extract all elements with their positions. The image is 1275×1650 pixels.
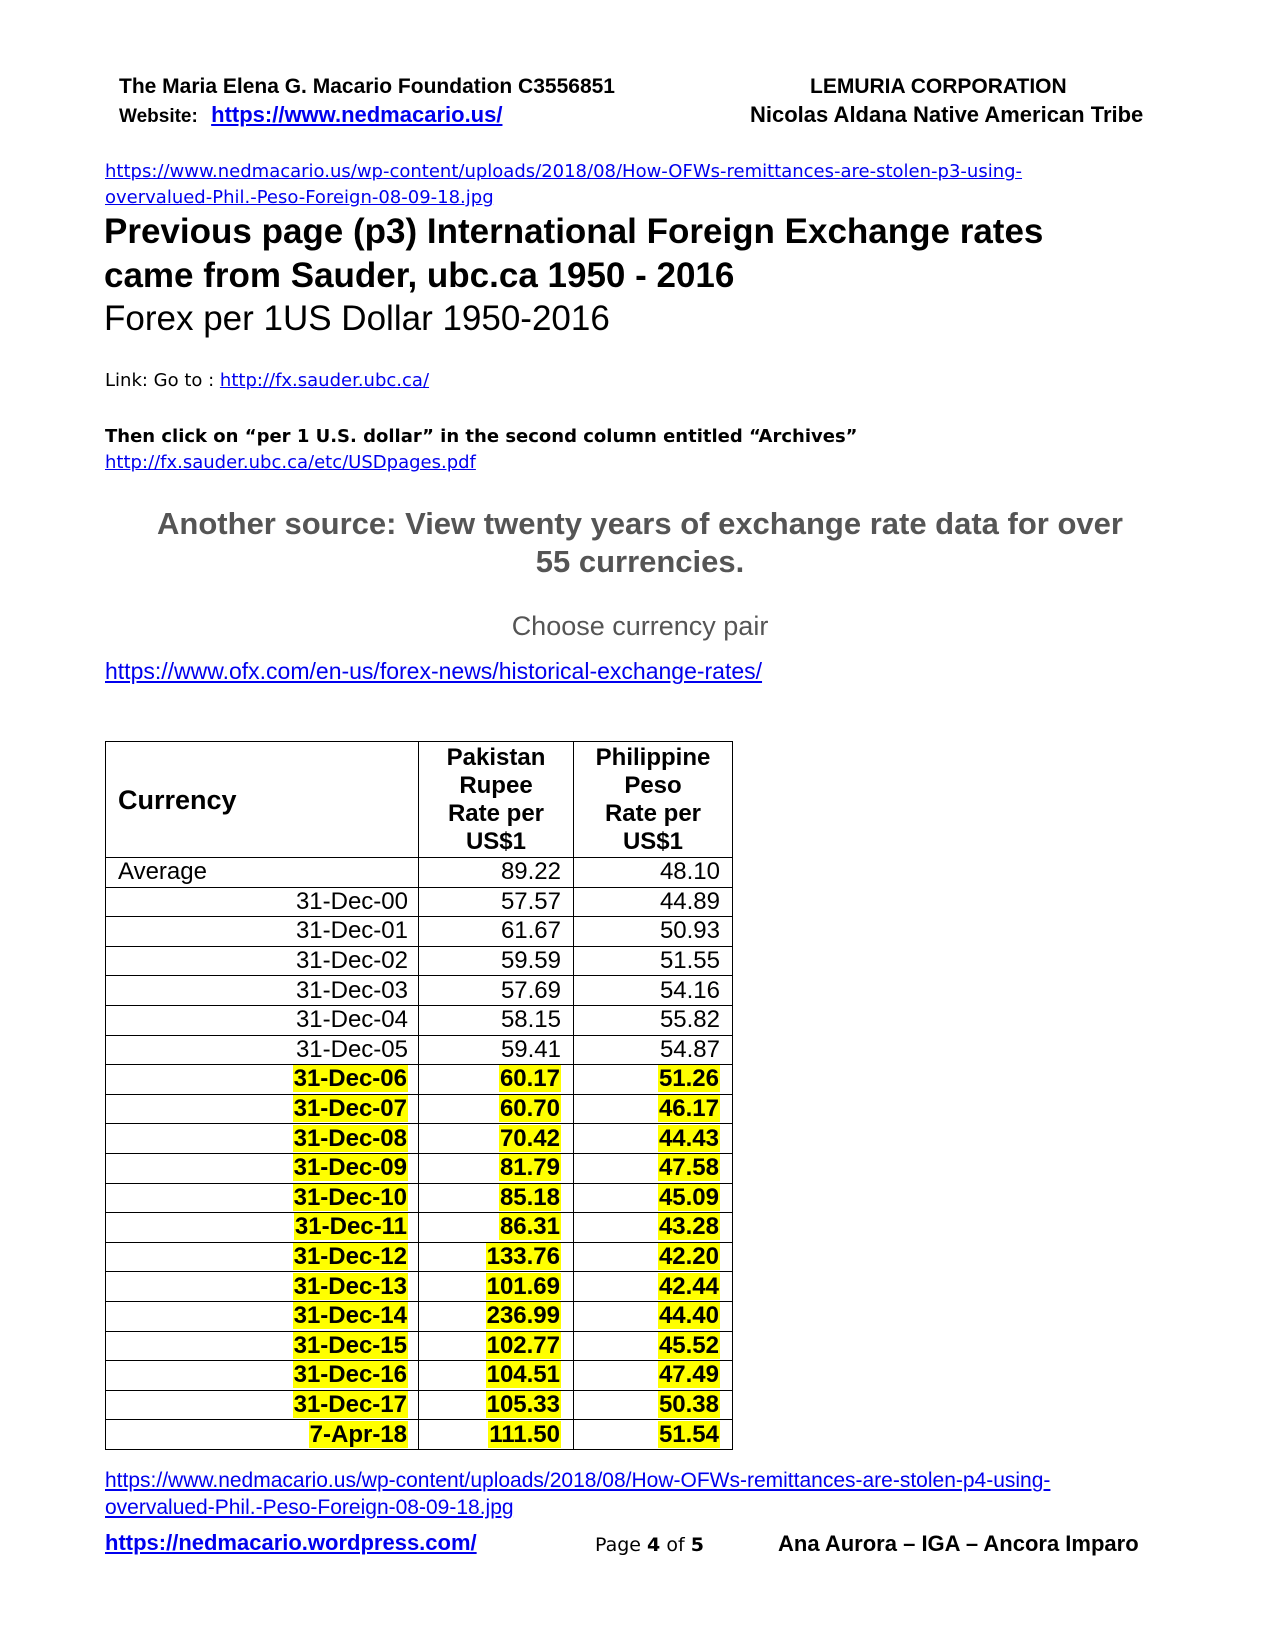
- ofx-link-row: [105, 658, 762, 685]
- bottom-link-line2[interactable]: overvalued-Phil.-Peso-Foreign-08-09-18.jpg: [105, 1496, 514, 1519]
- link-row: [105, 370, 429, 391]
- table-row: [106, 1035, 733, 1065]
- date-cell-text: 31-Dec-17: [293, 1390, 407, 1418]
- ph-rate-cell: [574, 1005, 733, 1035]
- top-link-line1[interactable]: https://www.nedmacario.us/wp-content/uploads/2018/08/How-OFWs-remittances-are-stolen-p3-using-: [105, 161, 1023, 182]
- top-link-line2[interactable]: overvalued-Phil.-Peso-Foreign-08-09-18.jpg: [105, 187, 494, 208]
- header-website-link[interactable]: https://www.nedmacario.us/: [211, 102, 503, 127]
- ph-rate-cell-text: 42.44: [658, 1272, 719, 1300]
- pk-rate-cell: [419, 1065, 574, 1095]
- ph-rate-cell-text: 50.38: [658, 1390, 719, 1418]
- ph-rate-cell-text: 44.40: [658, 1302, 719, 1330]
- ph-rate-cell-text: 44.43: [658, 1124, 719, 1152]
- page-subtitle: Forex per 1US Dollar 1950-2016: [104, 299, 610, 338]
- date-cell: [106, 1272, 419, 1302]
- ph-h2: Peso: [624, 771, 682, 799]
- table-row: [106, 1331, 733, 1361]
- pk-rate-cell-text: 236.99: [486, 1302, 560, 1330]
- table-row: [106, 1301, 733, 1331]
- ph-rate-cell-text: 54.16: [659, 976, 720, 1004]
- ph-rate-cell-text: 42.20: [658, 1243, 719, 1271]
- col-header-pakistan: [419, 742, 574, 858]
- table-row: [106, 1242, 733, 1272]
- col-header-currency: Currency: [106, 742, 419, 858]
- ph-rate-cell-text: 51.55: [659, 947, 720, 975]
- page-title-line2: came from Sauder, ubc.ca 1950 - 2016: [104, 256, 735, 295]
- date-cell: [106, 917, 419, 947]
- pk-rate-cell: [419, 1124, 574, 1154]
- date-cell-text: 31-Dec-11: [294, 1213, 407, 1241]
- pk-rate-cell-text: 60.17: [499, 1065, 560, 1093]
- pk-rate-cell-text: 111.50: [489, 1420, 560, 1448]
- date-cell-text: 31-Dec-01: [295, 917, 408, 945]
- another-source-line1: Another source: View twenty years of exchange rate data for over: [157, 506, 1123, 541]
- pk-rate-cell: [419, 1420, 574, 1450]
- date-cell-text: 31-Dec-05: [295, 1035, 408, 1063]
- ph-rate-cell: [574, 1301, 733, 1331]
- pk-rate-cell: [419, 1094, 574, 1124]
- pk-rate-cell: [419, 976, 574, 1006]
- date-cell-text: 31-Dec-15: [293, 1331, 407, 1359]
- ph-rate-cell-text: 55.82: [659, 1006, 720, 1034]
- table-row: [106, 976, 733, 1006]
- date-cell: [106, 1242, 419, 1272]
- pk-rate-cell-text: 104.51: [486, 1361, 560, 1389]
- ph-rate-cell-text: 51.26: [658, 1065, 719, 1093]
- table-row: [106, 1153, 733, 1183]
- pk-rate-cell: [419, 887, 574, 917]
- pk-rate-cell: [419, 1242, 574, 1272]
- pk-rate-cell-text: 58.15: [500, 1006, 561, 1034]
- pk-rate-cell-text: 102.77: [486, 1331, 560, 1359]
- header-tribe: Nicolas Aldana Native American Tribe: [750, 102, 1144, 127]
- page-current: 4: [647, 1534, 661, 1556]
- ph-rate-cell: [574, 1213, 733, 1243]
- ph-rate-cell-text: 47.49: [658, 1361, 719, 1389]
- link-label: Link: Go to :: [105, 370, 215, 391]
- pk-rate-cell-text: 81.79: [499, 1154, 560, 1182]
- ph-rate-cell: [574, 1035, 733, 1065]
- table-row: [106, 1272, 733, 1302]
- average-ph: 48.10: [574, 858, 733, 888]
- choose-currency-pair: Choose currency pair: [511, 611, 769, 641]
- date-cell: [106, 976, 419, 1006]
- ph-rate-cell: [574, 1390, 733, 1420]
- pk-rate-cell-text: 101.69: [486, 1272, 560, 1300]
- date-cell: [106, 1065, 419, 1095]
- date-cell-text: 31-Dec-12: [293, 1243, 407, 1271]
- date-cell: [106, 1420, 419, 1450]
- date-cell-text: 31-Dec-09: [293, 1154, 407, 1182]
- pk-rate-cell-text: 86.31: [499, 1213, 560, 1241]
- page-prefix: Page: [595, 1534, 648, 1556]
- ofx-link[interactable]: https://www.ofx.com/en-us/forex-news/historical-exchange-rates/: [105, 658, 763, 684]
- date-cell-text: 31-Dec-07: [293, 1095, 407, 1123]
- ph-rate-cell: [574, 1272, 733, 1302]
- pk-rate-cell-text: 105.33: [486, 1390, 560, 1418]
- instruction-text: Then click on “per 1 U.S. dollar” in the second column entitled “Archives”: [105, 426, 858, 447]
- ph-rate-cell-text: 45.52: [658, 1331, 719, 1359]
- average-pk: 89.22: [419, 858, 574, 888]
- table-row: [106, 1361, 733, 1391]
- table-row: [106, 1390, 733, 1420]
- date-cell-text: 31-Dec-04: [295, 1006, 408, 1034]
- another-source-line2: 55 currencies.: [535, 544, 745, 579]
- ph-rate-cell-text: 43.28: [658, 1213, 719, 1241]
- ph-rate-cell: [574, 1183, 733, 1213]
- header-corporation: LEMURIA CORPORATION: [810, 75, 1067, 98]
- table-row: [106, 1124, 733, 1154]
- ph-rate-cell: [574, 1124, 733, 1154]
- ph-rate-cell-text: 54.87: [659, 1035, 720, 1063]
- table-row: [106, 1005, 733, 1035]
- usdpages-link[interactable]: http://fx.sauder.ubc.ca/etc/USDpages.pdf: [105, 452, 476, 473]
- table-row-average: [106, 858, 733, 888]
- date-cell-text: 31-Dec-03: [295, 976, 408, 1004]
- ph-rate-cell: [574, 1420, 733, 1450]
- date-cell-text: 31-Dec-08: [293, 1124, 407, 1152]
- pk-rate-cell: [419, 917, 574, 947]
- date-cell-text: 31-Dec-02: [295, 947, 408, 975]
- ph-rate-cell: [574, 1331, 733, 1361]
- date-cell-text: 31-Dec-06: [293, 1065, 407, 1093]
- date-cell: [106, 1183, 419, 1213]
- pk-h2: Rupee: [459, 771, 533, 799]
- pk-rate-cell: [419, 1272, 574, 1302]
- pk-rate-cell: [419, 1390, 574, 1420]
- pk-rate-cell: [419, 946, 574, 976]
- date-cell-text: 31-Dec-16: [293, 1361, 407, 1389]
- page-of: of: [660, 1534, 691, 1556]
- date-cell: [106, 1390, 419, 1420]
- table-row: [106, 1213, 733, 1243]
- table-row: [106, 1065, 733, 1095]
- ph-rate-cell: [574, 1094, 733, 1124]
- pk-rate-cell-text: 133.76: [486, 1243, 560, 1271]
- pk-rate-cell: [419, 1035, 574, 1065]
- instruction-link-row: [105, 452, 476, 473]
- date-cell: [106, 1213, 419, 1243]
- sauder-link[interactable]: http://fx.sauder.ubc.ca/: [219, 370, 430, 391]
- top-link-block: [105, 159, 1022, 211]
- pk-rate-cell: [419, 1005, 574, 1035]
- bottom-link-block: [105, 1468, 1050, 1522]
- ph-rate-cell: [574, 1153, 733, 1183]
- page-number: [595, 1534, 704, 1556]
- pk-rate-cell-text: 59.41: [500, 1035, 561, 1063]
- footer-left: [105, 1530, 477, 1556]
- date-cell: [106, 946, 419, 976]
- date-cell: [106, 1005, 419, 1035]
- pk-rate-cell-text: 61.67: [500, 917, 561, 945]
- date-cell-text: 31-Dec-14: [293, 1302, 407, 1330]
- pk-rate-cell: [419, 1183, 574, 1213]
- date-cell-text: 31-Dec-13: [293, 1272, 407, 1300]
- bottom-link-line1[interactable]: https://www.nedmacario.us/wp-content/uploads/2018/08/How-OFWs-remittances-are-stolen-p4-using-: [105, 1469, 1051, 1492]
- date-cell-text: 31-Dec-00: [295, 887, 408, 915]
- footer-right-text: Ana Aurora – IGA – Ancora Imparo: [778, 1531, 1139, 1556]
- date-cell: [106, 1124, 419, 1154]
- table-row: [106, 1183, 733, 1213]
- page-total: 5: [690, 1534, 704, 1556]
- date-cell: [106, 1331, 419, 1361]
- ph-h3: Rate per: [604, 799, 702, 827]
- ph-rate-cell: [574, 1361, 733, 1391]
- page-title-line1: Previous page (p3) International Foreign Exchange rates: [104, 212, 1044, 251]
- footer-wordpress-link[interactable]: https://nedmacario.wordpress.com/: [105, 1530, 477, 1555]
- table-row: [106, 946, 733, 976]
- table-row: [106, 887, 733, 917]
- average-label: Average: [106, 858, 419, 888]
- table-row: [106, 1420, 733, 1450]
- pk-rate-cell-text: 85.18: [499, 1183, 560, 1211]
- ph-rate-cell: [574, 887, 733, 917]
- pk-h3: Rate per: [447, 799, 545, 827]
- header-website-label: Website:: [119, 106, 198, 127]
- pk-rate-cell-text: 57.69: [500, 976, 561, 1004]
- ph-rate-cell: [574, 1242, 733, 1272]
- header-website-row: [119, 101, 502, 130]
- pk-rate-cell-text: 59.59: [500, 947, 561, 975]
- date-cell: [106, 1153, 419, 1183]
- pk-rate-cell: [419, 1361, 574, 1391]
- pk-rate-cell: [419, 1153, 574, 1183]
- ph-rate-cell-text: 44.89: [659, 887, 720, 915]
- date-cell-text: 7-Apr-18: [309, 1420, 407, 1448]
- ph-rate-cell: [574, 1065, 733, 1095]
- pk-h1: Pakistan: [446, 743, 546, 771]
- ph-rate-cell-text: 47.58: [658, 1154, 719, 1182]
- table-row: [106, 1094, 733, 1124]
- ph-rate-cell-text: 51.54: [658, 1420, 719, 1448]
- ph-rate-cell: [574, 976, 733, 1006]
- date-cell-text: 31-Dec-10: [293, 1183, 407, 1211]
- table-row: [106, 917, 733, 947]
- ph-rate-cell-text: 45.09: [658, 1183, 719, 1211]
- header-foundation: The Maria Elena G. Macario Foundation C3556851: [119, 75, 615, 98]
- pk-rate-cell-text: 60.70: [499, 1095, 560, 1123]
- ph-rate-cell: [574, 946, 733, 976]
- pk-rate-cell: [419, 1301, 574, 1331]
- date-cell: [106, 1094, 419, 1124]
- date-cell: [106, 1301, 419, 1331]
- date-cell: [106, 887, 419, 917]
- pk-rate-cell: [419, 1213, 574, 1243]
- ph-rate-cell-text: 46.17: [658, 1095, 719, 1123]
- ph-rate-cell: [574, 917, 733, 947]
- pk-rate-cell-text: 70.42: [499, 1124, 560, 1152]
- date-cell: [106, 1361, 419, 1391]
- pk-rate-cell-text: 57.57: [500, 887, 561, 915]
- ph-h1: Philippine: [595, 743, 711, 771]
- pk-h4: US$1: [465, 827, 527, 855]
- date-cell: [106, 1035, 419, 1065]
- pk-rate-cell: [419, 1331, 574, 1361]
- ph-h4: US$1: [622, 827, 684, 855]
- rates-table: [105, 741, 733, 1450]
- ph-rate-cell-text: 50.93: [659, 917, 720, 945]
- col-header-philippine: [574, 742, 733, 858]
